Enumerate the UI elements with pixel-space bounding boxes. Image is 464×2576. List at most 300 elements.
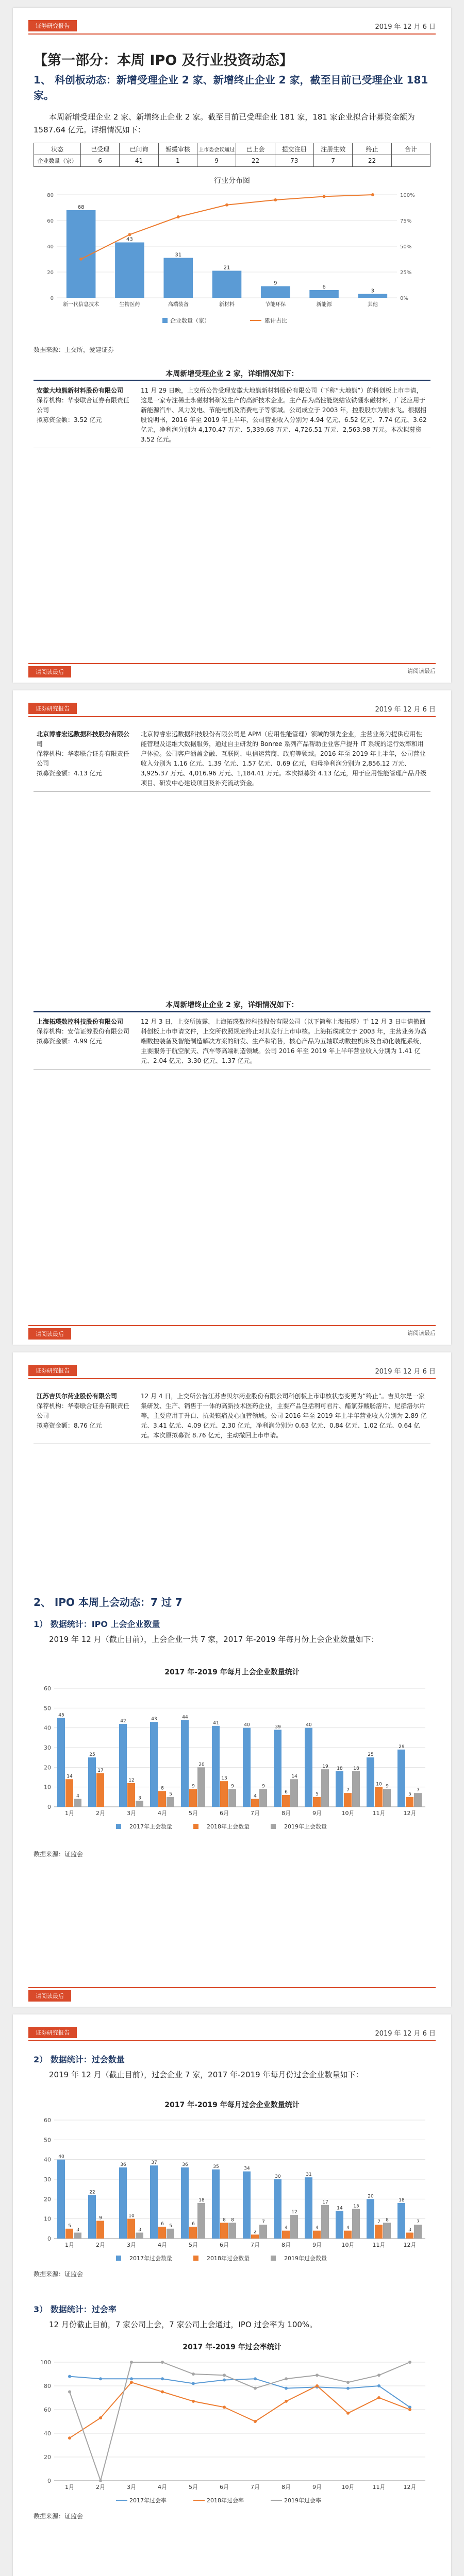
x-tick-label: 1月 xyxy=(65,1810,74,1817)
report-page-1 xyxy=(13,8,451,683)
bar xyxy=(163,258,193,298)
bar xyxy=(181,1720,189,1807)
bar xyxy=(212,2170,220,2239)
data-point xyxy=(130,2381,133,2384)
page-footer xyxy=(28,663,436,675)
x-tick-label: 12月 xyxy=(403,2242,417,2248)
data-label: 25 xyxy=(89,1752,95,1758)
data-label: 4 xyxy=(254,1793,257,1799)
bar xyxy=(336,2211,343,2239)
footer-note: 请阅读最后 xyxy=(407,1330,436,1336)
data-point xyxy=(346,2412,350,2415)
data-label: 12 xyxy=(291,2210,297,2215)
x-tick-label: 11月 xyxy=(372,2242,386,2248)
y2-tick-label: 100% xyxy=(400,193,415,198)
y-tick-label: 50 xyxy=(44,1705,51,1712)
data-label: 7 xyxy=(417,2219,420,2225)
report-page-4 xyxy=(13,2014,451,2576)
data-label: 68 xyxy=(77,205,85,210)
data-label: 37 xyxy=(151,2160,157,2166)
data-point xyxy=(192,2382,195,2385)
termination-table-rule xyxy=(34,1011,430,1012)
data-point xyxy=(130,2361,133,2364)
bar xyxy=(261,286,290,298)
bar xyxy=(212,271,242,298)
data-label: 3 xyxy=(138,1795,141,1801)
data-label: 6 xyxy=(161,2222,164,2227)
legend-swatch xyxy=(193,1824,198,1829)
x-tick-label: 节能环保 xyxy=(265,302,286,308)
page-header xyxy=(28,701,436,717)
data-label: 18 xyxy=(353,1766,359,1771)
data-label: 31 xyxy=(175,252,182,258)
data-point xyxy=(285,2387,288,2390)
data-label: 5 xyxy=(408,1791,411,1797)
chart-source: 数据来源：上交所，爱建证券 xyxy=(34,346,114,353)
data-label: 7 xyxy=(417,1788,420,1793)
x-tick-label: 新材料 xyxy=(219,302,235,308)
section-2-sub-2: 2） 数据统计：过会数量 xyxy=(34,2055,125,2064)
bar xyxy=(150,1722,158,1807)
footer-note: 请阅读最后 xyxy=(407,668,436,674)
x-tick-label: 8月 xyxy=(281,2242,291,2248)
summary-header-cell: 终止 xyxy=(353,143,391,155)
page-header xyxy=(28,18,436,35)
bar xyxy=(290,1779,298,1807)
fund-amount: 拟募资金额：4.13 亿元 xyxy=(37,770,102,777)
bar xyxy=(136,2233,143,2239)
chart3-title: 2017 年-2019 年过会率统计 xyxy=(183,2343,281,2351)
bar xyxy=(127,1783,135,1807)
legend-label: 2017年上会数量 xyxy=(129,1823,172,1830)
data-label: 22 xyxy=(89,2190,95,2195)
data-label: 13 xyxy=(221,1776,227,1782)
x-tick-label: 6月 xyxy=(220,2242,229,2248)
bar xyxy=(282,2231,290,2239)
data-label: 15 xyxy=(353,2204,359,2209)
section-2-text-2: 2019 年 12 月（截止目前），过会企业 7 家，2017 年-2019 年每月份过会企业数量如下： xyxy=(49,2070,363,2079)
data-point xyxy=(177,215,180,218)
data-point xyxy=(130,2377,133,2380)
bar xyxy=(119,1724,127,1807)
summary-value: 7 xyxy=(313,155,352,167)
brand-label: 证券研究报告 xyxy=(28,20,77,31)
data-label: 43 xyxy=(151,1717,157,1722)
company-description: 11 月 29 日晚，上交所公告受理安徽大地熊新材料股份有限公司（下称“大地熊”）的科创板上市申请，这是一家专注稀土永磁材料研发生产的高新技术企业。主产品为高性能烧结钕铁硼永磁材料，广泛应用于新能源汽车、风力发电、节能电机及消费电子等领域。公司成立于 2003 年，控股股东为熊永飞。根据招股说明书，2016 年至 2019 年上半年，公司营业收入分别为 4.94 亿元、6.52 亿元、7.74 亿元、3.62 亿元，净利润分别为 4,170.47 万元、5,339.68 万元、4,726.51 万元、2,563.98 万元。本次拟募资 3.52 亿元。 xyxy=(138,383,430,448)
bar xyxy=(367,1757,374,1807)
y-tick-label: 10 xyxy=(44,1784,51,1791)
x-tick-label: 9月 xyxy=(312,1810,322,1817)
x-tick-label: 7月 xyxy=(251,2242,260,2248)
data-label: 41 xyxy=(213,1720,219,1726)
bar xyxy=(397,1750,405,1807)
bar xyxy=(352,1771,360,1807)
new-filings-table xyxy=(34,383,430,448)
bar xyxy=(65,1779,73,1807)
fund-amount: 拟募资金额：3.52 亿元 xyxy=(37,416,102,423)
part-title: 【第一部分：本周 IPO 及行业投资动态】 xyxy=(34,53,293,69)
page-header xyxy=(28,1363,436,1379)
bar xyxy=(375,2225,383,2239)
data-point xyxy=(79,258,82,261)
company-cell xyxy=(34,1388,138,1444)
footer-brand: 请阅读最后 xyxy=(28,1328,71,1340)
summary-header-cell: 合计 xyxy=(391,143,430,155)
data-label: 42 xyxy=(120,1719,126,1724)
company-cell xyxy=(34,383,138,448)
x-tick-label: 9月 xyxy=(312,2484,322,2490)
data-label: 43 xyxy=(126,236,133,243)
data-point xyxy=(161,2391,164,2394)
data-label: 36 xyxy=(120,2162,126,2167)
x-tick-label: 其他 xyxy=(367,302,378,308)
data-point xyxy=(316,2374,319,2377)
monthly-approvals-chart xyxy=(34,2110,430,2264)
header-date: 2019 年 12 月 6 日 xyxy=(375,23,436,31)
data-label: 5 xyxy=(316,1791,319,1797)
bar xyxy=(127,2219,135,2239)
summary-header-cell: 已受理 xyxy=(81,143,120,155)
data-label: 14 xyxy=(337,2206,343,2211)
bar xyxy=(383,2223,391,2239)
summary-header-cell: 暂缓审核 xyxy=(158,143,197,155)
legend-swatch xyxy=(116,2256,121,2261)
y-tick-label: 40 xyxy=(44,2430,51,2437)
data-label: 18 xyxy=(399,2198,405,2203)
data-label: 9 xyxy=(192,1784,195,1789)
data-label: 9 xyxy=(262,1784,265,1789)
data-label: 5 xyxy=(169,2223,172,2229)
summary-value: 73 xyxy=(275,155,313,167)
data-label: 6 xyxy=(285,1790,288,1795)
data-point xyxy=(254,2387,257,2390)
x-tick-label: 12月 xyxy=(403,1810,417,1817)
y-tick-label: 40 xyxy=(44,1724,51,1732)
y-tick-label: 50 xyxy=(44,2137,51,2144)
legend-label: 2018年过会数量 xyxy=(207,2255,250,2262)
data-point xyxy=(223,2405,226,2409)
data-label: 9 xyxy=(386,1784,389,1789)
y-tick-label: 20 xyxy=(44,2196,51,2203)
bar xyxy=(259,2225,267,2239)
bar xyxy=(251,1799,259,1807)
data-point xyxy=(225,204,228,207)
x-tick-label: 2月 xyxy=(96,2484,105,2490)
bar xyxy=(259,1789,267,1807)
bar xyxy=(397,2203,405,2239)
bar xyxy=(305,1728,312,1807)
data-point xyxy=(223,2379,226,2382)
data-label: 7 xyxy=(346,1788,350,1793)
report-page-3 xyxy=(13,1352,451,2007)
company-name: 北京博睿宏远数据科技股份有限公司 xyxy=(37,731,130,748)
chart1-source: 数据来源：证监会 xyxy=(34,1851,84,1858)
data-label: 4 xyxy=(316,2225,319,2231)
x-tick-label: 1月 xyxy=(65,2484,74,2490)
data-label: 12 xyxy=(128,1778,135,1783)
data-label: 8 xyxy=(223,2217,226,2223)
company-name: 上海拓璞数控科技股份有限公司 xyxy=(37,1018,124,1025)
legend-label: 2017年过会数量 xyxy=(129,2255,172,2262)
bar xyxy=(136,1801,143,1807)
x-tick-label: 11月 xyxy=(372,2484,386,2490)
bar xyxy=(251,2234,259,2239)
y-tick-label: 30 xyxy=(44,1744,51,1751)
sponsor: 保荐机构：华泰联合证券有限责任公司 xyxy=(37,397,130,414)
x-tick-label: 10月 xyxy=(341,2484,355,2490)
y-tick-label: 60 xyxy=(44,2406,51,2413)
x-tick-label: 5月 xyxy=(189,2484,198,2490)
bar xyxy=(181,2167,189,2239)
bar xyxy=(309,290,339,298)
x-tick-label: 9月 xyxy=(312,2242,322,2248)
data-label: 25 xyxy=(368,1752,374,1758)
data-point xyxy=(377,2374,380,2377)
data-label: 30 xyxy=(275,2174,281,2179)
summary-value: 6 xyxy=(81,155,120,167)
termination-table xyxy=(34,1014,430,1070)
bar xyxy=(367,2199,374,2239)
data-label: 2 xyxy=(254,2229,257,2235)
bar xyxy=(88,1757,96,1807)
header-date: 2019 年 12 月 6 日 xyxy=(375,2030,436,2038)
y-tick-label: 0 xyxy=(47,1804,51,1810)
y-tick-label: 0 xyxy=(50,296,54,301)
table-row xyxy=(34,1388,430,1444)
bar xyxy=(158,2227,166,2239)
x-tick-label: 2月 xyxy=(96,2242,105,2248)
chart2-title: 2017 年-2019 年每月过会企业数量统计 xyxy=(164,2101,300,2109)
termination-table-wrap xyxy=(34,1014,430,1070)
legend-label: 2017年过会率 xyxy=(129,2497,167,2504)
y-tick-label: 40 xyxy=(44,2156,51,2163)
bar xyxy=(228,1789,236,1807)
page-header xyxy=(28,2025,436,2041)
bar xyxy=(274,2179,281,2239)
y-tick-label: 20 xyxy=(47,270,54,276)
bar xyxy=(197,2203,205,2239)
table-row xyxy=(34,1014,430,1070)
x-tick-label: 生物医药 xyxy=(119,302,140,308)
chart1-title: 2017 年-2019 年每月上会企业数量统计 xyxy=(164,1668,300,1676)
y2-tick-label: 25% xyxy=(400,270,412,276)
data-point xyxy=(274,198,277,201)
data-label: 7 xyxy=(262,2219,265,2225)
data-label: 40 xyxy=(244,1722,250,1728)
data-label: 40 xyxy=(58,2154,64,2160)
data-label: 10 xyxy=(376,1782,382,1787)
data-point xyxy=(192,2400,195,2403)
bar xyxy=(189,1789,197,1807)
monthly-listings-chart xyxy=(34,1678,430,1843)
bar xyxy=(74,2233,81,2239)
data-label: 20 xyxy=(198,1762,205,1768)
company-description: 12 月 3 日，上交所披露，上海拓璞数控科技股份有限公司（以下简称上海拓璞）于 12 月 3 日申请撤回科创板上市申请文件，上交所依照规定终止对其发行上市审核。上海拓璞成立于 2003 年，主营业务为高端数控装备及智能制造解决方案的研发、生产和销售，核心产品为五轴联动数控机床及自动化装配系统，主要服务于航空航天、汽车等高端制造领域。公司 2016 年至 2019 年上半年营业收入分别为 1.41 亿元、2.04 亿元、3.30 亿元、1.37 亿元。 xyxy=(138,1014,430,1070)
data-point xyxy=(371,193,374,196)
legend-swatch xyxy=(271,1824,276,1829)
x-tick-label: 2月 xyxy=(96,1810,105,1817)
industry-distribution-chart xyxy=(34,187,430,342)
bar xyxy=(313,1797,321,1807)
y-tick-label: 80 xyxy=(47,193,54,198)
data-label: 19 xyxy=(322,1764,328,1770)
data-label: 8 xyxy=(386,2217,389,2223)
table-row xyxy=(34,383,430,448)
legend-label: 2019年上会数量 xyxy=(284,1823,327,1830)
data-label: 3 xyxy=(76,2227,79,2233)
data-label: 45 xyxy=(58,1713,64,1718)
bar xyxy=(57,2160,65,2239)
bar xyxy=(96,2221,104,2239)
bar xyxy=(305,2177,312,2239)
bar xyxy=(115,243,144,298)
bar xyxy=(282,1795,290,1807)
data-label: 7 xyxy=(377,2219,380,2225)
data-label: 17 xyxy=(322,2199,328,2205)
data-point xyxy=(99,2377,102,2380)
data-label: 4 xyxy=(346,2225,350,2231)
data-label: 9 xyxy=(231,1784,234,1789)
data-label: 39 xyxy=(275,1724,281,1730)
x-tick-label: 4月 xyxy=(158,2242,167,2248)
detail-table-wrap xyxy=(34,383,430,448)
series-line xyxy=(70,2382,410,2438)
data-label: 14 xyxy=(67,1774,73,1780)
company-name: 安徽大地熊新材料股份有限公司 xyxy=(37,387,124,394)
bar xyxy=(344,1793,352,1807)
summary-value: 41 xyxy=(120,155,158,167)
data-label: 3 xyxy=(408,2227,411,2233)
y-tick-label: 60 xyxy=(47,218,54,224)
bar xyxy=(313,2231,321,2239)
sponsor: 保荐机构：华泰联合证券有限责任公司 xyxy=(37,750,130,767)
bar xyxy=(228,2223,236,2239)
y-tick-label: 20 xyxy=(44,2454,51,2461)
data-label: 34 xyxy=(244,2166,250,2172)
legend-label: 2019年过会数量 xyxy=(284,2255,327,2262)
x-tick-label: 3月 xyxy=(127,2242,136,2248)
data-label: 8 xyxy=(161,1786,164,1791)
section-2-title: 2、 IPO 本周上会动态：7 过 7 xyxy=(34,1596,183,1608)
data-label: 5 xyxy=(169,1791,172,1797)
data-label: 35 xyxy=(213,2164,219,2170)
bar xyxy=(167,1797,174,1807)
bar xyxy=(352,2209,360,2239)
x-tick-label: 新能源 xyxy=(316,302,332,308)
detail-table-rule xyxy=(34,380,430,381)
y-tick-label: 10 xyxy=(44,2215,51,2223)
bar xyxy=(212,1726,220,1807)
summary-value: 1 xyxy=(158,155,197,167)
legend-label: 2018年过会率 xyxy=(207,2497,244,2504)
report-page-2 xyxy=(13,690,451,1345)
y-tick-label: 100 xyxy=(40,2359,51,2366)
summary-table-wrap xyxy=(34,143,430,167)
y-tick-label: 60 xyxy=(44,1685,51,1692)
bar xyxy=(189,2227,197,2239)
summary-row-label: 企业数量（家） xyxy=(34,155,81,167)
data-point xyxy=(99,2416,102,2419)
y2-tick-label: 50% xyxy=(400,244,412,250)
x-tick-label: 6月 xyxy=(220,2484,229,2490)
bar xyxy=(414,1793,422,1807)
x-tick-label: 新一代信息技术 xyxy=(63,302,100,308)
bar xyxy=(220,2223,228,2239)
x-tick-label: 7月 xyxy=(251,2484,260,2490)
company-description: 北京博睿宏远数据科技股份有限公司是 APM（应用性能管理）领域的领先企业，主营业务为提供应用性能管理及运维大数据服务，通过自主研发的 Bonree 系列产品帮助企业客户提升 IT 系统的运行效率和用户体验。公司客户涵盖金融、互联网、电信运营商、政府等领域。2016 年至 2019 年上半年，公司营业收入分别为 1.16 亿元、1.39 亿元、1.57 亿元、0.69 亿元，归母净利润分别为 2,856.12 万元、3,925.37 万元、4,016.96 万元、1,184.41 万元。本次拟募资 4.13 亿元，用于应用性能管理产品升级项目、研发中心建设项目及补充流动资金。 xyxy=(138,726,430,792)
data-label: 31 xyxy=(306,2172,312,2178)
summary-header-cell: 状态 xyxy=(34,143,81,155)
legend-label: 累计占比 xyxy=(264,317,287,324)
page-footer xyxy=(28,1987,436,1999)
header-date: 2019 年 12 月 6 日 xyxy=(375,706,436,714)
data-label: 3 xyxy=(371,288,375,294)
data-label: 17 xyxy=(97,1768,104,1773)
data-label: 44 xyxy=(182,1715,188,1720)
legend-swatch xyxy=(116,1824,121,1829)
bar xyxy=(57,1718,65,1807)
bar xyxy=(358,294,388,298)
bar xyxy=(150,2165,158,2239)
footer-brand: 请阅读最后 xyxy=(28,1990,71,2002)
bar xyxy=(414,2225,422,2239)
bar xyxy=(406,2233,413,2239)
data-point xyxy=(346,2387,350,2390)
data-point xyxy=(192,2372,195,2376)
bar xyxy=(336,1771,343,1807)
x-tick-label: 11月 xyxy=(372,1810,386,1817)
x-tick-label: 5月 xyxy=(189,1810,198,1817)
x-tick-label: 10月 xyxy=(341,1810,355,1817)
sponsor: 保荐机构：华泰联合证券有限责任公司 xyxy=(37,1402,130,1419)
data-point xyxy=(408,2361,411,2364)
company-cell xyxy=(34,726,138,792)
x-tick-label: 8月 xyxy=(281,2484,291,2490)
data-label: 9 xyxy=(99,2215,102,2221)
brand-label: 证券研究报告 xyxy=(28,1365,77,1376)
chart2-source: 数据来源：证监会 xyxy=(34,2270,84,2278)
industry-chart-title: 行业分布图 xyxy=(214,177,250,185)
data-point xyxy=(377,2384,380,2387)
x-tick-label: 4月 xyxy=(158,2484,167,2490)
data-point xyxy=(99,2479,102,2482)
termination-table-cont xyxy=(34,1388,430,1444)
data-point xyxy=(346,2381,350,2384)
summary-value xyxy=(391,155,430,167)
data-point xyxy=(254,2377,257,2380)
data-point xyxy=(254,2420,257,2423)
legend-swatch xyxy=(162,318,168,323)
fund-amount: 拟募资金额：4.99 亿元 xyxy=(37,1038,102,1045)
data-point xyxy=(68,2436,71,2439)
x-tick-label: 1月 xyxy=(65,2242,74,2248)
series-line xyxy=(70,2362,410,2481)
data-label: 36 xyxy=(182,2162,188,2167)
data-point xyxy=(408,2408,411,2411)
bar xyxy=(197,1767,205,1807)
y-tick-label: 0 xyxy=(47,2235,51,2242)
data-label: 8 xyxy=(231,2217,234,2223)
legend-label: 2018年上会数量 xyxy=(207,1823,250,1830)
bar xyxy=(344,2231,352,2239)
summary-table xyxy=(34,143,430,167)
footer-brand: 请阅读最后 xyxy=(28,666,71,677)
legend-label: 2019年过会率 xyxy=(284,2497,321,2504)
data-label: 6 xyxy=(192,2222,195,2227)
bar xyxy=(321,2205,329,2239)
bar xyxy=(74,1799,81,1807)
summary-header-cell: 已问询 xyxy=(120,143,158,155)
